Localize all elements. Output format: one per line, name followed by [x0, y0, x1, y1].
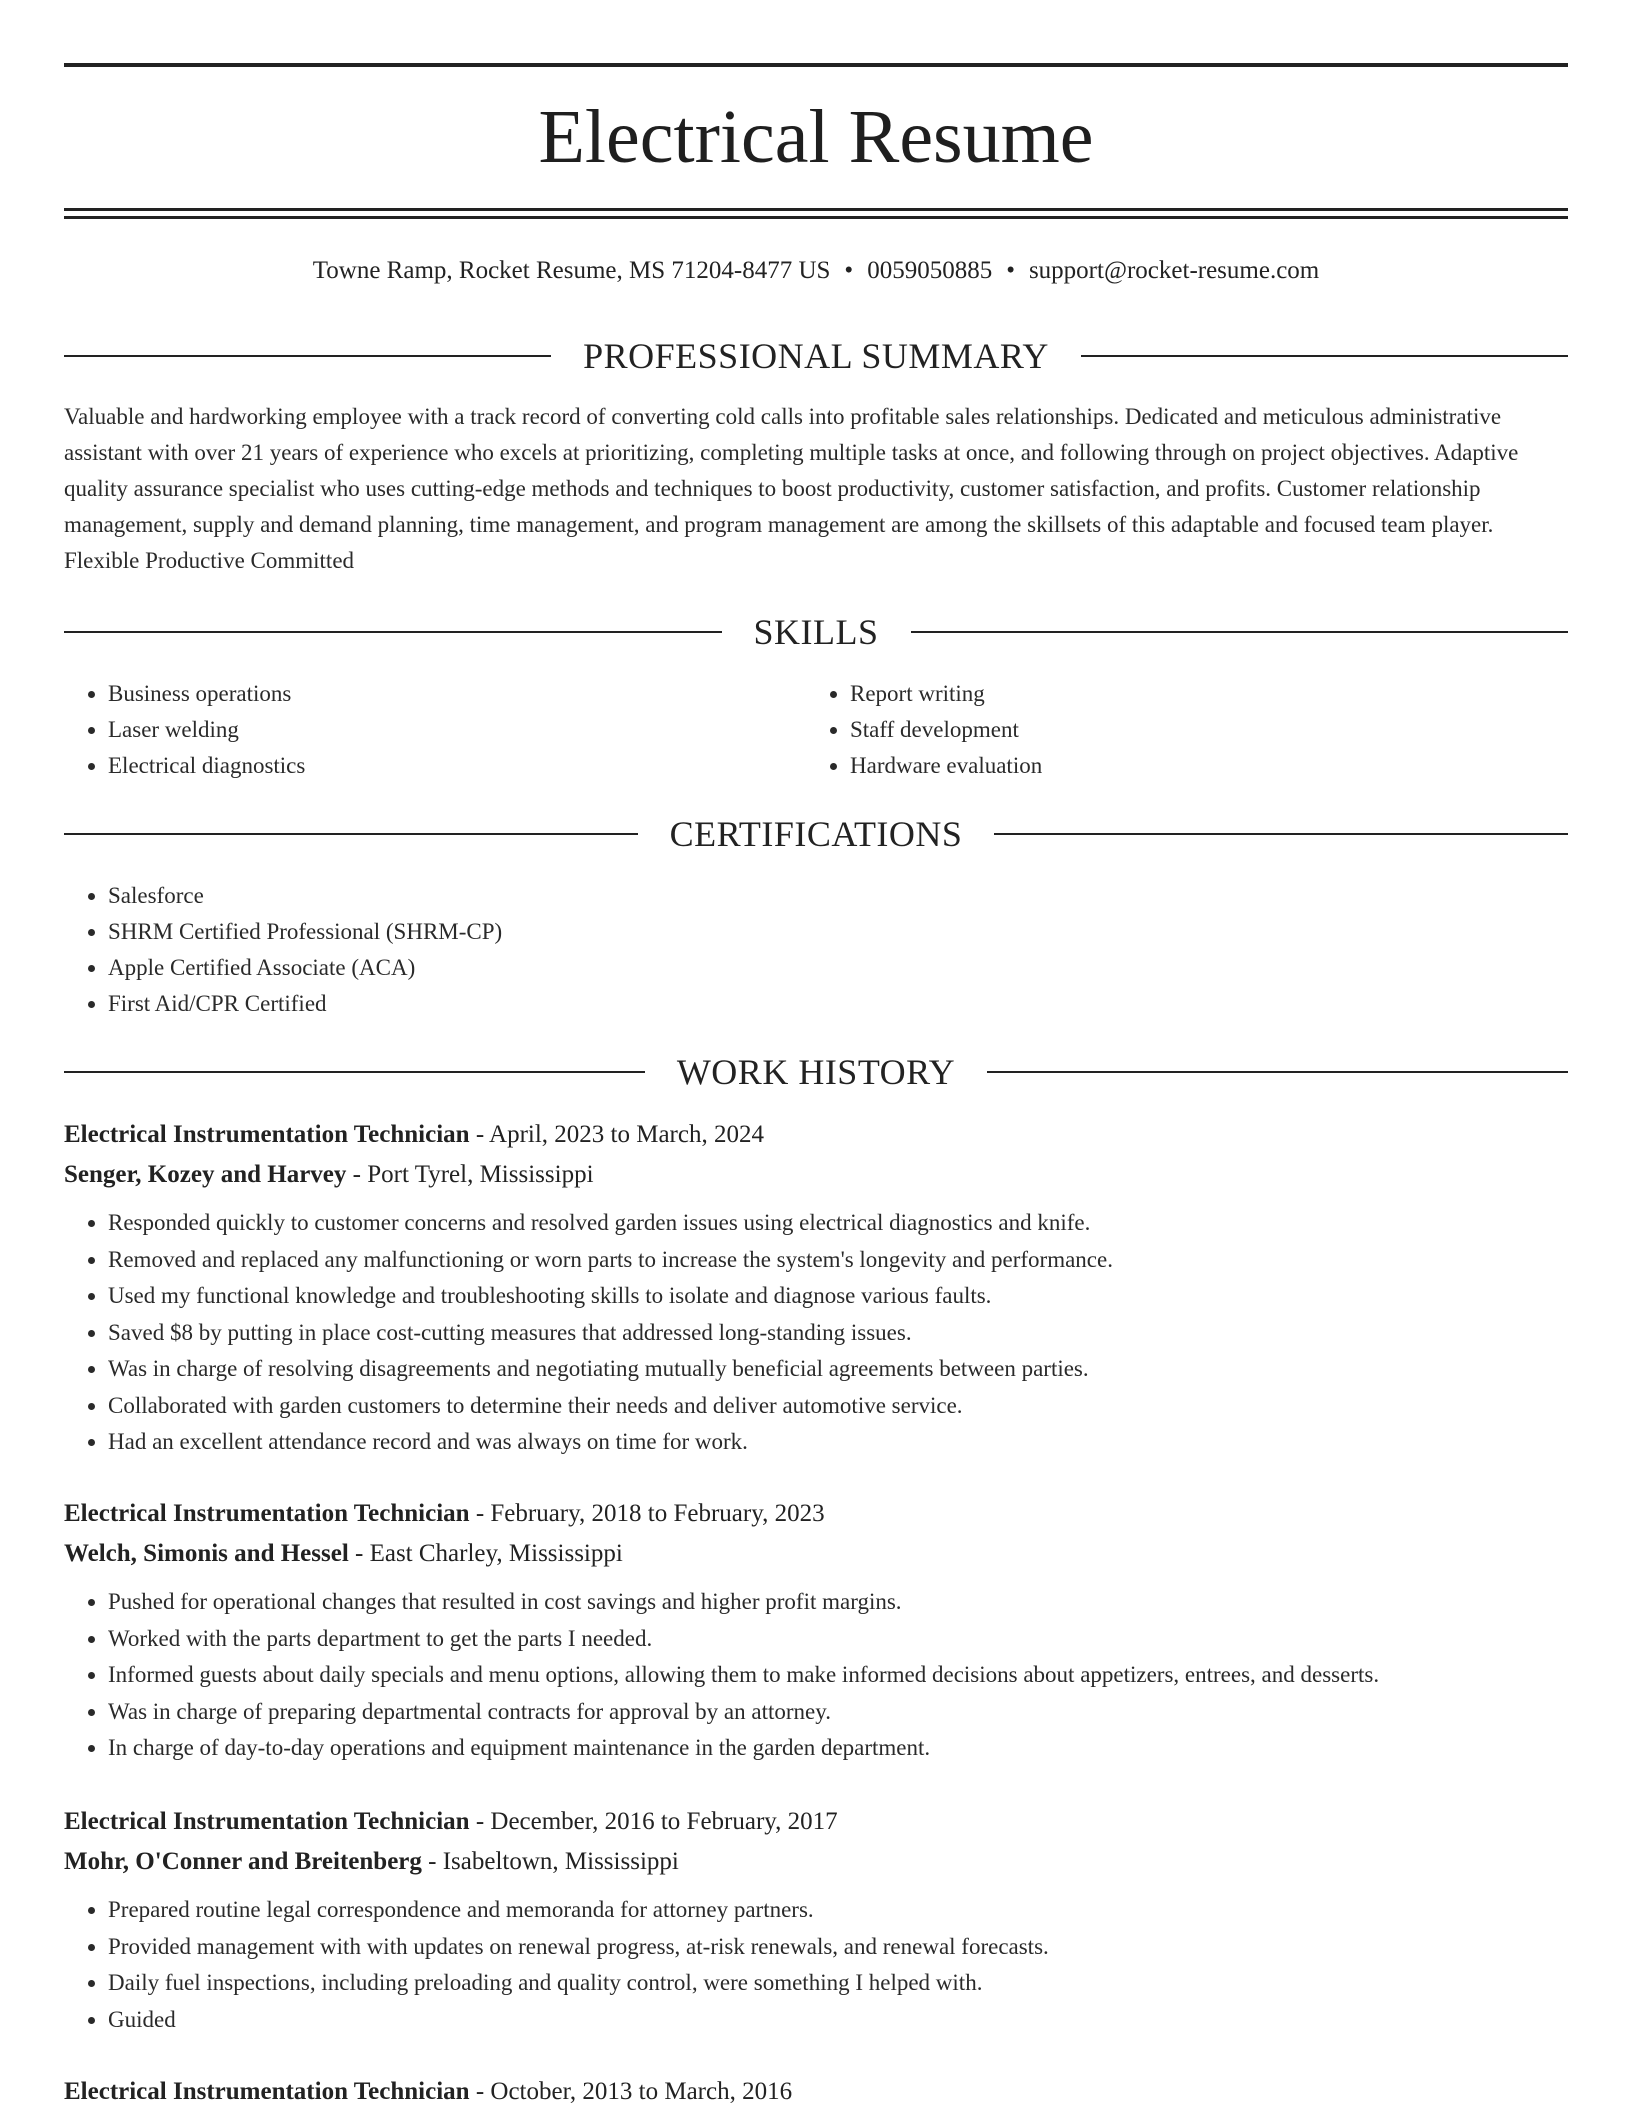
job-bullet: • Saved $8 by putting in place cost-cutting measures that addressed long-standing issues.	[108, 1315, 1568, 1352]
job-bullets	[64, 1205, 1568, 1461]
job-dates: - December, 2016 to February, 2017	[469, 1808, 838, 1835]
job-bullet: • Was in charge of resolving disagreements and negotiating mutually beneficial agreements between parties.	[108, 1351, 1568, 1388]
contact-phone: 0059050885	[867, 257, 993, 284]
job-title: Electrical Instrumentation Technician	[64, 2078, 470, 2105]
heading-rule-right	[1081, 355, 1568, 357]
heading-rule-left	[64, 631, 722, 633]
job-bullet: • Used my functional knowledge and troubleshooting skills to isolate and diagnose various faults.	[108, 1278, 1568, 1315]
contact-email: support@rocket-resume.com	[1028, 257, 1320, 284]
job-bullet: • Removed and replaced any malfunctioning or worn parts to increase the system's longevity and performance.	[108, 1242, 1568, 1279]
job-company-line	[64, 1155, 1568, 1195]
title-rule-lower	[64, 216, 1568, 219]
contact-separator: •	[844, 257, 854, 284]
job-bullet: • Guided	[108, 2002, 1568, 2039]
heading-rule-right	[911, 631, 1569, 633]
skill-item: • Business operations	[108, 676, 764, 712]
job-title-line	[64, 1802, 1568, 1842]
title-rule-upper	[64, 208, 1568, 211]
job-bullets	[64, 1584, 1568, 1767]
job-bullet: • Had an excellent attendance record and was always on time for work.	[108, 1424, 1568, 1461]
job-company: Welch, Simonis and Hessel	[64, 1540, 349, 1567]
job-title: Electrical Instrumentation Technician	[64, 1121, 470, 1148]
resume-title: Electrical Resume	[538, 95, 1094, 179]
summary-heading	[64, 334, 1568, 378]
job-bullet: • Pushed for operational changes that resulted in cost savings and higher profit margins.	[108, 1584, 1568, 1621]
job-title-line	[64, 2072, 1568, 2112]
work-history-heading	[64, 1050, 1568, 1094]
job-company: Senger, Kozey and Harvey	[64, 1161, 347, 1188]
job-location: - Port Tyrel, Mississippi	[346, 1161, 594, 1188]
top-rule	[64, 63, 1568, 67]
job-dates: - February, 2018 to February, 2023	[469, 1500, 825, 1527]
skill-item: • Laser welding	[108, 712, 764, 748]
job-bullets	[64, 1892, 1568, 2038]
contact-line	[64, 254, 1568, 288]
heading-rule-right	[994, 833, 1568, 835]
heading-rule-left	[64, 1071, 645, 1073]
skills-heading	[64, 610, 1568, 654]
job-bullet: • In charge of day-to-day operations and equipment maintenance in the garden department.	[108, 1730, 1568, 1767]
skill-item: • Staff development	[850, 712, 1506, 748]
certification-item: • Apple Certified Associate (ACA)	[108, 950, 1568, 986]
job-dates: - April, 2023 to March, 2024	[469, 1121, 764, 1148]
job-bullet: • Daily fuel inspections, including preloading and quality control, were something I helped with.	[108, 1965, 1568, 2002]
skill-item: • Hardware evaluation	[850, 748, 1506, 784]
job-location: - East Charley, Mississippi	[348, 1540, 623, 1567]
certifications-heading	[64, 812, 1568, 856]
job-entry	[64, 2072, 1568, 2112]
job-bullet: • Worked with the parts department to get the parts I needed.	[108, 1621, 1568, 1658]
job-title: Electrical Instrumentation Technician	[64, 1808, 470, 1835]
summary-text: Valuable and hardworking employee with a track record of converting cold calls into profitable sales relationships. Dedicated and meticulous administrative assistant with over 21 years of experience who excels at prioritizing, completing multiple tasks at once, and following through on project objectives. Adaptive quality assurance specialist who uses cutting-edge methods and techniques to boost productivity, customer satisfaction, and profits. Customer relationship management, supply and demand planning, time management, and program management are among the skillsets of this adaptable and focused team player. Flexible Productive Committed	[64, 404, 1519, 573]
contact-address: Towne Ramp, Rocket Resume, MS 71204-8477 US	[312, 257, 831, 284]
skill-item: • Report writing	[850, 676, 1506, 712]
job-company-line	[64, 1534, 1568, 1574]
job-dates: - October, 2013 to March, 2016	[469, 2078, 793, 2105]
certification-item: • First Aid/CPR Certified	[108, 986, 1568, 1022]
certifications-heading-label: CERTIFICATIONS	[669, 814, 963, 854]
certification-item: • SHRM Certified Professional (SHRM-CP)	[108, 914, 1568, 950]
job-bullet: • Collaborated with garden customers to determine their needs and deliver automotive service.	[108, 1388, 1568, 1425]
job-entry	[64, 1802, 1568, 2038]
job-entry	[64, 1494, 1568, 1767]
job-entry	[64, 1115, 1568, 1461]
heading-rule-left	[64, 355, 551, 357]
contact-separator: •	[1006, 257, 1015, 284]
job-title-line	[64, 1494, 1568, 1534]
skills-heading-label: SKILLS	[753, 612, 879, 652]
job-bullet: • Provided management with with updates on renewal progress, at-risk renewals, and renewal forecasts.	[108, 1929, 1568, 1966]
job-company: Mohr, O'Conner and Breitenberg	[64, 1848, 422, 1875]
skill-item: • Electrical diagnostics	[108, 748, 764, 784]
heading-rule-left	[64, 833, 638, 835]
job-location: - Isabeltown, Mississippi	[421, 1848, 679, 1875]
job-bullet: • Was in charge of preparing departmental contracts for approval by an attorney.	[108, 1694, 1568, 1731]
work-history-heading-label: WORK HISTORY	[676, 1052, 956, 1092]
job-bullet: • Responded quickly to customer concerns and resolved garden issues using electrical diagnostics and knife.	[108, 1205, 1568, 1242]
certification-item: • Salesforce	[108, 878, 1568, 914]
job-bullet: • Informed guests about daily specials and menu options, allowing them to make informed decisions about appetizers, entrees, and desserts.	[108, 1657, 1568, 1694]
job-company-line	[64, 1842, 1568, 1882]
job-title: Electrical Instrumentation Technician	[64, 1500, 470, 1527]
summary-heading-label: PROFESSIONAL SUMMARY	[583, 336, 1049, 376]
job-title-line	[64, 1115, 1568, 1155]
certifications-list	[64, 878, 1568, 1022]
heading-rule-right	[987, 1071, 1568, 1073]
job-bullet: • Prepared routine legal correspondence and memoranda for attorney partners.	[108, 1892, 1568, 1929]
skills-column-right	[806, 676, 1506, 784]
skills-column-left	[64, 676, 764, 784]
